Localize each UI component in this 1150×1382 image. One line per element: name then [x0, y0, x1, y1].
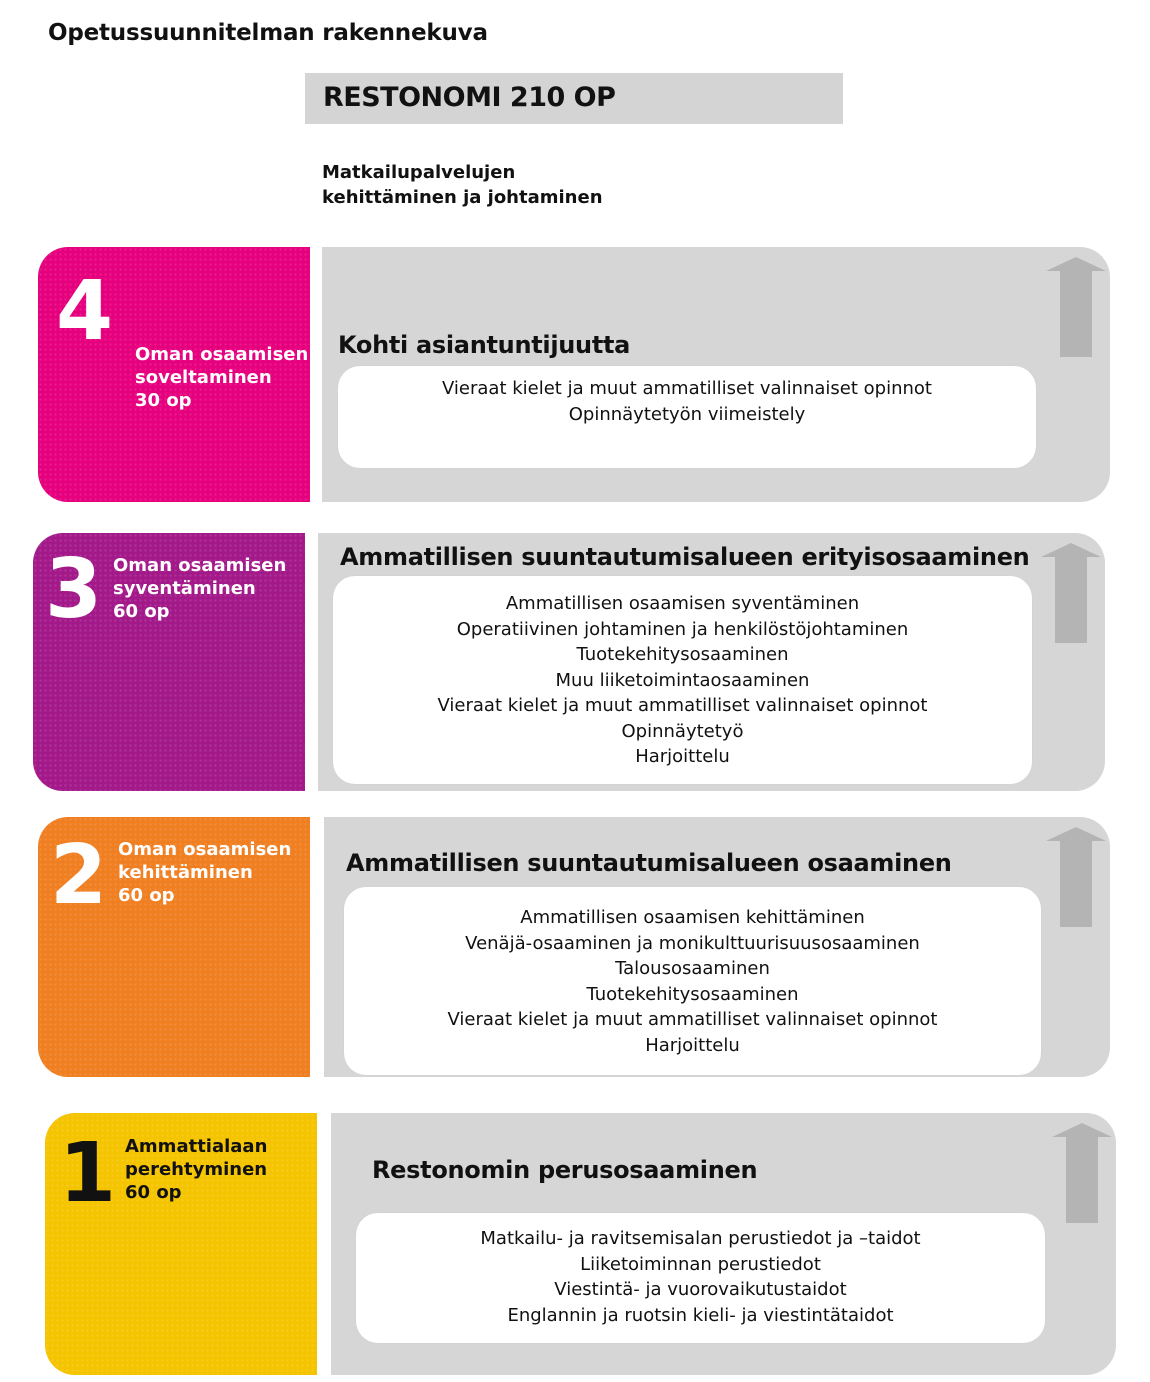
level-1-label-line2: perehtyminen: [125, 1159, 268, 1180]
degree-title: RESTONOMI 210 OP: [323, 82, 616, 113]
level-3-credits: 60 op: [113, 601, 170, 622]
level-1-heading: Restonomin perusosaaminen: [372, 1156, 758, 1184]
level-3-item: Tuotekehitysosaaminen: [576, 644, 789, 665]
level-2-item: Talousosaaminen: [615, 958, 770, 979]
level-3-heading: Ammatillisen suuntautumisalueen erityisosaaminen: [340, 543, 1030, 571]
level-4-number: 4: [56, 264, 114, 359]
level-3-item: Muu liiketoimintaosaaminen: [555, 669, 810, 691]
level-1-item: Viestintä- ja vuorovaikutustaidot: [554, 1279, 847, 1300]
level-4-label-line1: Oman osaamisen: [135, 344, 309, 365]
level-4-panel: [322, 247, 1110, 502]
level-3-number: 3: [45, 542, 103, 637]
program-line-2: kehittäminen ja johtaminen: [322, 187, 603, 208]
level-4-credits: 30 op: [135, 390, 192, 411]
level-2-badge: [38, 817, 310, 1077]
program-line-1: Matkailupalvelujen: [322, 162, 516, 183]
program-name: [322, 160, 603, 210]
level-3-content: [333, 576, 1032, 784]
page-title: Opetussuunnitelman rakennekuva: [48, 20, 488, 46]
arrow-up-icon: [1041, 543, 1101, 643]
level-4: [38, 247, 1110, 502]
level-4-item: Opinnäytetyön viimeistely: [568, 403, 806, 425]
level-1: [45, 1113, 1116, 1375]
arrow-up-icon: [1052, 1123, 1112, 1223]
level-2-item: Venäjä-osaaminen ja monikulttuurisuusosaaminen: [465, 932, 920, 954]
level-1-number: 1: [59, 1126, 117, 1221]
level-2-item: Harjoittelu: [645, 1034, 740, 1056]
level-3-item: Vieraat kielet ja muut ammatilliset valinnaiset opinnot: [437, 695, 928, 716]
level-2-label: [118, 838, 291, 907]
arrow-up-icon: [1046, 257, 1106, 357]
level-4-content: [338, 366, 1036, 468]
level-3-item: Operatiivinen johtaminen ja henkilöstöjohtaminen: [456, 618, 909, 640]
level-3-label-line2: syventäminen: [113, 578, 256, 599]
level-2-item: Vieraat kielet ja muut ammatilliset valinnaiset opinnot: [447, 1009, 938, 1030]
level-1-credits: 60 op: [125, 1182, 182, 1203]
level-1-item: Matkailu- ja ravitsemisalan perustiedot ja –taidot: [480, 1228, 921, 1249]
level-4-badge: [38, 247, 310, 502]
level-3-item: Ammatillisen osaamisen syventäminen: [505, 593, 860, 614]
level-2-credits: 60 op: [118, 885, 175, 906]
level-3-panel: [318, 533, 1105, 791]
level-1-content: [356, 1213, 1045, 1343]
level-4-item: Vieraat kielet ja muut ammatilliset valinnaiset opinnot: [442, 378, 932, 399]
level-3-label: [113, 554, 286, 623]
level-1-label-line1: Ammattialaan: [125, 1136, 268, 1157]
degree-banner: [305, 73, 843, 124]
level-1-label: [125, 1135, 267, 1204]
level-2-panel: [324, 817, 1110, 1077]
level-1-panel: [331, 1113, 1116, 1375]
arrow-up-icon: [1046, 827, 1106, 927]
level-2-item: Ammatillisen osaamisen kehittäminen: [520, 907, 865, 928]
level-3-badge: [33, 533, 305, 791]
level-2-label-line2: kehittäminen: [118, 862, 253, 883]
level-2-number: 2: [50, 828, 108, 923]
level-2-content: [344, 887, 1041, 1075]
level-3: [33, 533, 1105, 791]
level-1-badge: [45, 1113, 317, 1375]
level-1-item: Englannin ja ruotsin kieli- ja viestintätaidot: [507, 1304, 894, 1326]
level-1-item: Liiketoiminnan perustiedot: [580, 1253, 821, 1275]
level-4-label-line2: soveltaminen: [135, 367, 272, 388]
level-2-label-line1: Oman osaamisen: [118, 839, 292, 860]
level-3-item: Harjoittelu: [635, 746, 730, 767]
level-2-item: Tuotekehitysosaaminen: [586, 983, 799, 1005]
level-2-heading: Ammatillisen suuntautumisalueen osaaminen: [346, 849, 952, 877]
level-3-label-line1: Oman osaamisen: [113, 555, 287, 576]
level-4-label: [135, 343, 308, 412]
level-2: [38, 817, 1110, 1077]
level-3-item: Opinnäytetyö: [621, 720, 744, 742]
level-4-heading: Kohti asiantuntijuutta: [338, 331, 631, 359]
